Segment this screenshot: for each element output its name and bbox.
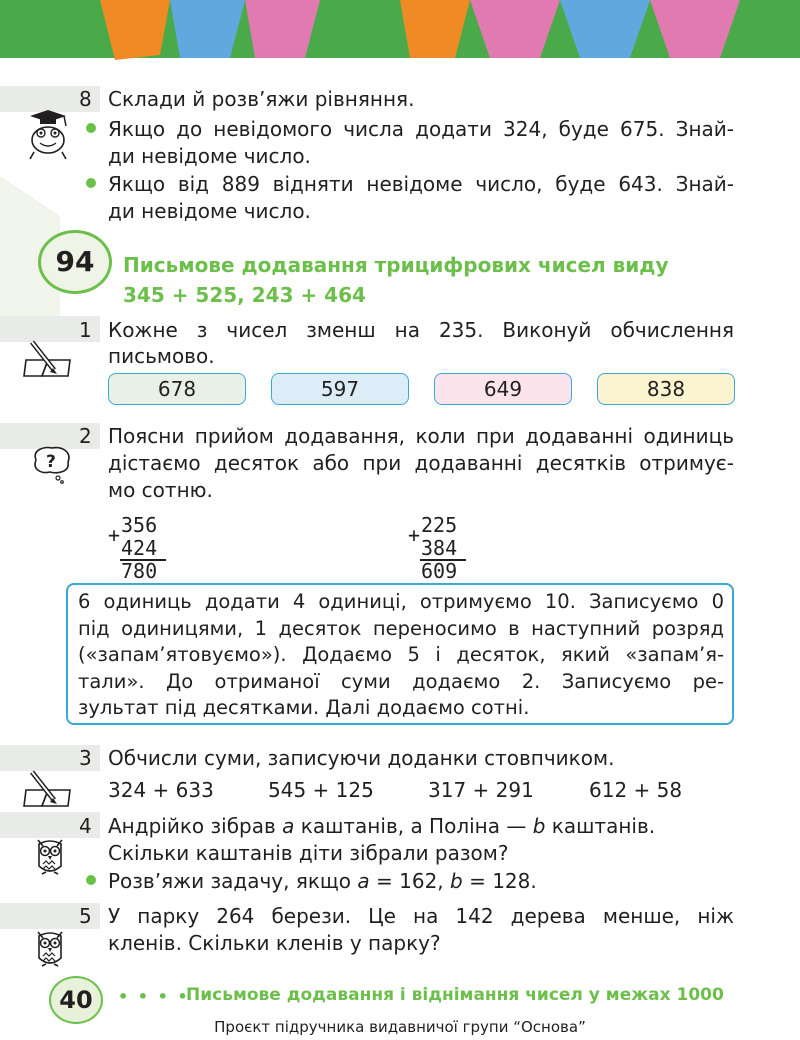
addend: 424 (121, 536, 158, 560)
task-text: дістаємо десяток або при додаванні десятків отримує- (108, 451, 734, 475)
card-value: 838 (646, 377, 686, 401)
number-card (271, 373, 409, 405)
task-text (108, 869, 537, 893)
task-number: 4 (79, 814, 92, 838)
task-text: Якщо від 889 відняти невідоме число, буде 643. Знай- (108, 172, 734, 196)
task-text (108, 814, 734, 838)
owl-icon (34, 926, 66, 970)
text-part: = 128. (462, 869, 537, 893)
question-bubble-icon (30, 444, 74, 484)
expression: 324 + 633 (108, 778, 214, 802)
task-text: Якщо до невідомого числа додати 324, буде 675. Знай- (108, 117, 734, 141)
box-text: («запам’ятовуємо»). Додаємо 5 і десяток, який «запам’я- (78, 643, 724, 666)
top-decorative-banner (0, 0, 800, 74)
task-text: письмово. (108, 344, 215, 368)
expression: 317 + 291 (428, 778, 534, 802)
box-text: тали». До отриманої суми додаємо 2. Записуємо ре- (78, 669, 724, 693)
lesson-number: 94 (38, 230, 112, 294)
explanation-box (66, 583, 734, 725)
lesson-title: Письмове додавання трицифрових чисел виду (123, 253, 669, 277)
bullet (86, 123, 96, 133)
footer-title: Письмове додавання і віднімання чисел у межах 1000 (186, 985, 724, 1005)
expression: 545 + 125 (268, 778, 374, 802)
card-value: 649 (483, 377, 523, 401)
number-card (108, 373, 246, 405)
task-text: кленів. Скільки кленів у парку? (108, 931, 441, 955)
bullet (86, 875, 96, 885)
variable-b: b (450, 869, 463, 893)
publisher-note: Проєкт підручника видавничої групи “Основа” (214, 1018, 586, 1036)
variable-b: b (532, 814, 546, 838)
task-text: Кожне з чисел зменш на 235. Виконуй обчислення (108, 318, 734, 342)
text-part (108, 814, 655, 838)
text-part: Розв’яжи задачу, якщо (108, 869, 358, 893)
footer-dots: • • • • (118, 987, 190, 1006)
task-text: Склади й розв’яжи рівняння. (108, 87, 415, 111)
lesson-title: 345 + 525, 243 + 464 (123, 283, 366, 307)
graduate-frog-icon (22, 106, 74, 162)
box-text: зультат під десятками. Далі додаємо сотні. (78, 696, 530, 719)
card-value: 678 (157, 377, 197, 401)
card-value: 597 (320, 377, 360, 401)
text-part: каштанів. (545, 814, 656, 838)
number-card (597, 373, 735, 405)
plus-sign: + (408, 523, 421, 547)
addend: 225 (421, 513, 458, 537)
text-part: Андрійко зібрав (108, 814, 283, 838)
task-text: ди невідоме число. (108, 144, 311, 168)
variable-a: a (357, 869, 370, 893)
owl-icon (34, 834, 66, 878)
task-text: мо сотню. (108, 478, 213, 502)
task-text: Поясни прийом додавання, коли при додаванні одиниць (108, 424, 734, 448)
expression: 612 + 58 (589, 778, 683, 802)
sum: 780 (121, 559, 158, 583)
sum: 609 (421, 559, 458, 583)
addend: 384 (421, 536, 458, 560)
svg-text:?: ? (46, 452, 56, 472)
addend: 356 (121, 513, 158, 537)
task-number: 8 (79, 87, 92, 111)
box-text: 6 одиниць додати 4 одиниці, отримуємо 10. Записуємо 0 (78, 590, 724, 613)
task-text: У парку 264 берези. Це на 142 дерева менше, ніж (108, 904, 734, 928)
box-text: під одиницями, 1 десяток переносимо в наступний розряд (78, 616, 724, 640)
text-part: = 162, (369, 869, 451, 893)
pencil-notebook-icon (22, 768, 74, 812)
task-text: ди невідоме число. (108, 199, 311, 223)
plus-sign: + (108, 523, 121, 547)
task-text: Обчисли суми, записуючи доданки стовпчиком. (108, 746, 615, 770)
text-part: каштанів, а Поліна — (294, 814, 533, 838)
number-card (434, 373, 572, 405)
task-number: 2 (79, 424, 92, 448)
bullet (86, 178, 96, 188)
task-number: 3 (79, 746, 92, 770)
task-number: 1 (79, 318, 92, 342)
task-number: 5 (79, 904, 92, 928)
page-number: 40 (49, 976, 103, 1024)
variable-a: a (282, 814, 295, 838)
task-text: Скільки каштанів діти зібрали разом? (108, 841, 509, 865)
pencil-notebook-icon (22, 338, 74, 382)
